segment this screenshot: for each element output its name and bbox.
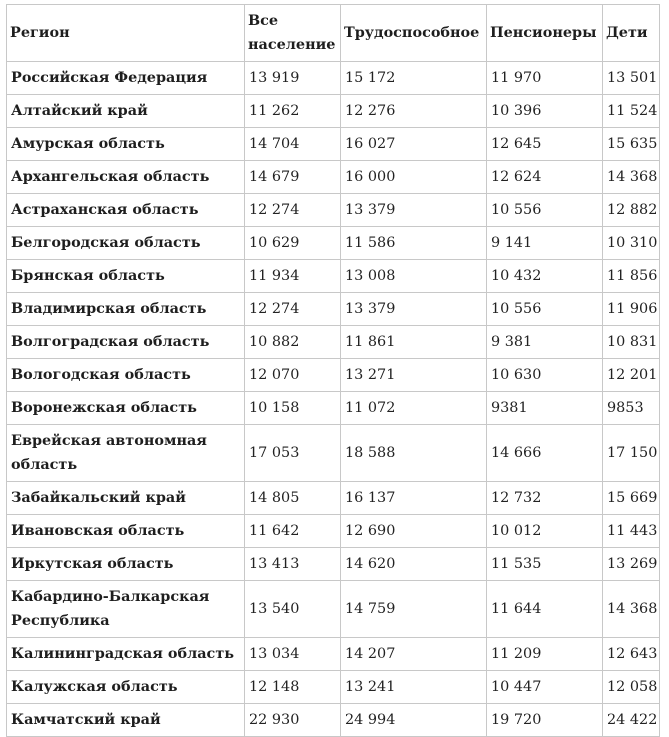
cell-region: Воронежская область xyxy=(7,392,245,425)
cell-pensioners: 9381 xyxy=(487,392,603,425)
table-row xyxy=(7,62,660,95)
cell-region: Ивановская область xyxy=(7,515,245,548)
cell-pensioners: 10 432 xyxy=(487,260,603,293)
cell-children: 9853 xyxy=(603,392,660,425)
cell-pensioners: 11 209 xyxy=(487,638,603,671)
cell-region: Иркутская область xyxy=(7,548,245,581)
cell-region: Вологодская область xyxy=(7,359,245,392)
cell-all-population: 22 930 xyxy=(245,704,341,737)
cell-region: Российская Федерация xyxy=(7,62,245,95)
cell-working-age: 13 379 xyxy=(341,194,487,227)
subsistence-minimum-table xyxy=(6,4,660,737)
cell-region: Еврейская автономная область xyxy=(7,425,245,482)
cell-working-age: 16 137 xyxy=(341,482,487,515)
cell-children: 11 524 xyxy=(603,95,660,128)
cell-working-age: 16 027 xyxy=(341,128,487,161)
table-row xyxy=(7,260,660,293)
table-row xyxy=(7,425,660,482)
cell-working-age: 24 994 xyxy=(341,704,487,737)
cell-all-population: 13 540 xyxy=(245,581,341,638)
cell-pensioners: 9 141 xyxy=(487,227,603,260)
cell-working-age: 13 241 xyxy=(341,671,487,704)
cell-region: Кабардино-Балкарская Республика xyxy=(7,581,245,638)
cell-working-age: 13 379 xyxy=(341,293,487,326)
cell-region: Камчатский край xyxy=(7,704,245,737)
cell-region: Амурская область xyxy=(7,128,245,161)
cell-children: 11 856 xyxy=(603,260,660,293)
cell-all-population: 10 882 xyxy=(245,326,341,359)
cell-all-population: 10 158 xyxy=(245,392,341,425)
cell-children: 14 368 xyxy=(603,161,660,194)
table-row xyxy=(7,638,660,671)
header-children: Дети xyxy=(603,5,660,62)
cell-working-age: 11 861 xyxy=(341,326,487,359)
table-row xyxy=(7,704,660,737)
cell-region: Забайкальский край xyxy=(7,482,245,515)
cell-all-population: 12 274 xyxy=(245,194,341,227)
header-working-age: Трудоспособное xyxy=(341,5,487,62)
header-all-population: Все население xyxy=(245,5,341,62)
cell-pensioners: 11 535 xyxy=(487,548,603,581)
cell-region: Калининградская область xyxy=(7,638,245,671)
cell-pensioners: 12 645 xyxy=(487,128,603,161)
cell-pensioners: 10 012 xyxy=(487,515,603,548)
cell-pensioners: 11 644 xyxy=(487,581,603,638)
cell-children: 24 422 xyxy=(603,704,660,737)
table-row xyxy=(7,161,660,194)
cell-children: 15 635 xyxy=(603,128,660,161)
cell-working-age: 18 588 xyxy=(341,425,487,482)
table-row xyxy=(7,293,660,326)
cell-pensioners: 12 732 xyxy=(487,482,603,515)
cell-children: 12 643 xyxy=(603,638,660,671)
cell-region: Брянская область xyxy=(7,260,245,293)
table-header xyxy=(7,5,660,62)
subsistence-minimum-table-container xyxy=(6,4,659,737)
table-row xyxy=(7,194,660,227)
cell-region: Архангельская область xyxy=(7,161,245,194)
cell-children: 11 906 xyxy=(603,293,660,326)
cell-working-age: 12 690 xyxy=(341,515,487,548)
table-row xyxy=(7,482,660,515)
cell-all-population: 14 679 xyxy=(245,161,341,194)
table-row xyxy=(7,515,660,548)
cell-region: Астраханская область xyxy=(7,194,245,227)
cell-all-population: 11 642 xyxy=(245,515,341,548)
cell-region: Белгородская область xyxy=(7,227,245,260)
cell-all-population: 13 919 xyxy=(245,62,341,95)
cell-working-age: 12 276 xyxy=(341,95,487,128)
cell-all-population: 10 629 xyxy=(245,227,341,260)
cell-all-population: 12 148 xyxy=(245,671,341,704)
cell-pensioners: 11 970 xyxy=(487,62,603,95)
cell-all-population: 12 274 xyxy=(245,293,341,326)
cell-all-population: 13 413 xyxy=(245,548,341,581)
cell-children: 14 368 xyxy=(603,581,660,638)
table-row xyxy=(7,326,660,359)
cell-pensioners: 10 396 xyxy=(487,95,603,128)
table-row xyxy=(7,581,660,638)
cell-pensioners: 19 720 xyxy=(487,704,603,737)
table-body xyxy=(7,62,660,737)
cell-all-population: 13 034 xyxy=(245,638,341,671)
cell-children: 12 201 xyxy=(603,359,660,392)
cell-children: 10 831 xyxy=(603,326,660,359)
table-row xyxy=(7,128,660,161)
cell-working-age: 15 172 xyxy=(341,62,487,95)
cell-children: 12 058 xyxy=(603,671,660,704)
cell-pensioners: 14 666 xyxy=(487,425,603,482)
header-row xyxy=(7,5,660,62)
cell-working-age: 14 207 xyxy=(341,638,487,671)
cell-children: 12 882 xyxy=(603,194,660,227)
cell-pensioners: 10 556 xyxy=(487,194,603,227)
cell-working-age: 14 620 xyxy=(341,548,487,581)
cell-children: 10 310 xyxy=(603,227,660,260)
cell-children: 15 669 xyxy=(603,482,660,515)
cell-pensioners: 10 630 xyxy=(487,359,603,392)
header-pensioners: Пенсионеры xyxy=(487,5,603,62)
table-row xyxy=(7,548,660,581)
cell-region: Алтайский край xyxy=(7,95,245,128)
cell-children: 13 269 xyxy=(603,548,660,581)
cell-all-population: 12 070 xyxy=(245,359,341,392)
cell-all-population: 14 704 xyxy=(245,128,341,161)
cell-pensioners: 12 624 xyxy=(487,161,603,194)
cell-pensioners: 9 381 xyxy=(487,326,603,359)
cell-region: Владимирская область xyxy=(7,293,245,326)
cell-children: 13 501 xyxy=(603,62,660,95)
cell-all-population: 11 262 xyxy=(245,95,341,128)
cell-pensioners: 10 447 xyxy=(487,671,603,704)
cell-working-age: 11 586 xyxy=(341,227,487,260)
table-row xyxy=(7,227,660,260)
cell-working-age: 14 759 xyxy=(341,581,487,638)
cell-all-population: 11 934 xyxy=(245,260,341,293)
table-row xyxy=(7,359,660,392)
cell-all-population: 17 053 xyxy=(245,425,341,482)
cell-pensioners: 10 556 xyxy=(487,293,603,326)
cell-all-population: 14 805 xyxy=(245,482,341,515)
table-row xyxy=(7,671,660,704)
header-region: Регион xyxy=(7,5,245,62)
cell-children: 17 150 xyxy=(603,425,660,482)
table-row xyxy=(7,95,660,128)
cell-region: Калужская область xyxy=(7,671,245,704)
table-row xyxy=(7,392,660,425)
cell-working-age: 16 000 xyxy=(341,161,487,194)
cell-working-age: 11 072 xyxy=(341,392,487,425)
cell-region: Волгоградская область xyxy=(7,326,245,359)
cell-working-age: 13 008 xyxy=(341,260,487,293)
cell-working-age: 13 271 xyxy=(341,359,487,392)
cell-children: 11 443 xyxy=(603,515,660,548)
